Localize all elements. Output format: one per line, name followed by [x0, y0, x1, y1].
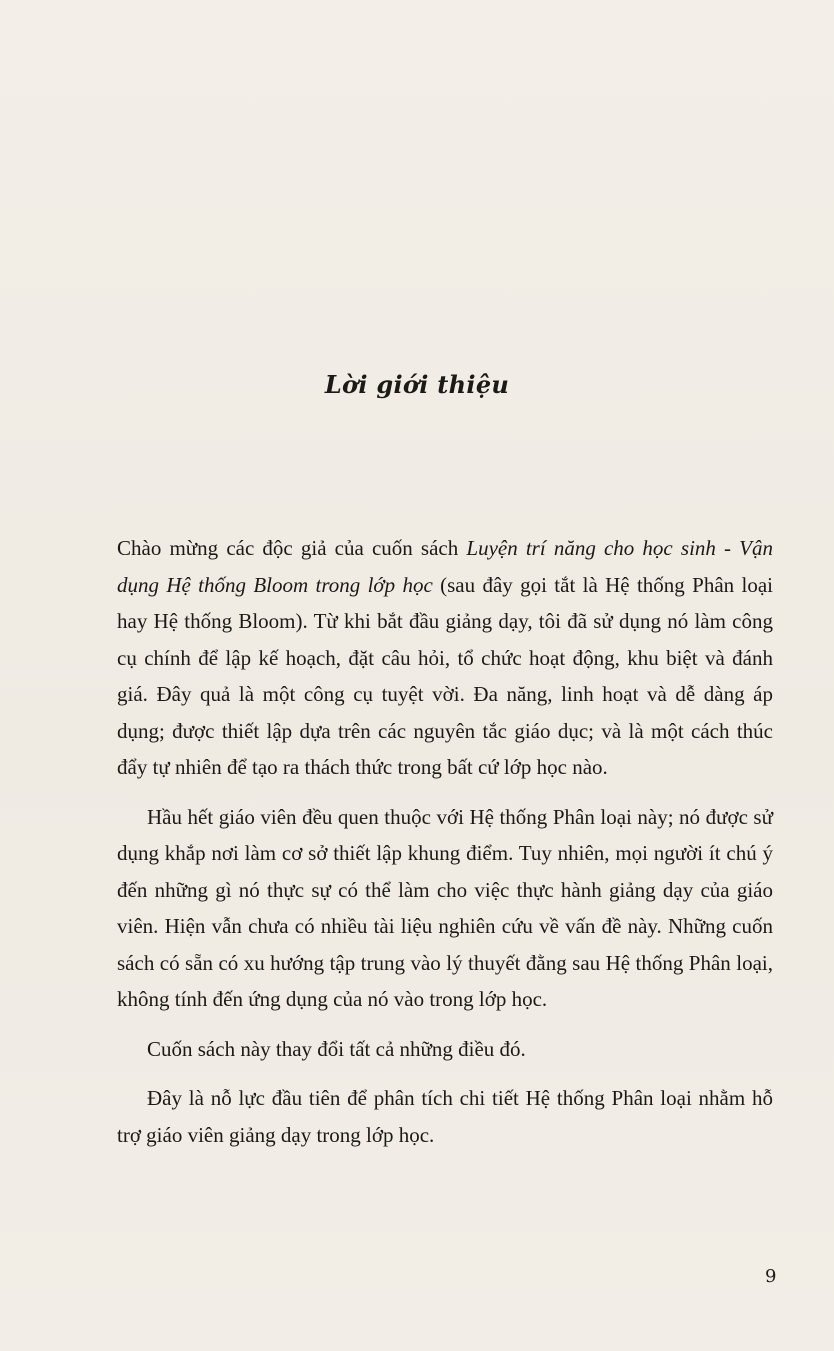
book-title-italic: Luyện trí năng cho học sinh - Vận dụng Hệ thống Bloom trong lớp học — [117, 536, 773, 597]
paragraph-3: Cuốn sách này thay đổi tất cả những điều đó. — [147, 1036, 526, 1061]
paragraph-1-text: Chào mừng các độc giả của cuốn sách — [117, 536, 467, 560]
paragraph-1 — [117, 530, 773, 786]
paragraph-1-text-cont: (sau đây gọi tắt là Hệ thống Phân loại hay Hệ thống Bloom). Từ khi bắt đầu giảng dạy, tôi đã sử dụng nó làm công cụ chính để lập kế hoạch, đặt câu hỏi, tổ chức hoạt động, khu biệt và đánh giá. Đây quả là một công cụ tuyệt vời. Đa năng, linh hoạt và dễ dàng áp dụng; được thiết lập dựa trên các nguyên tắc giáo dục; và là một cách thúc đẩy tự nhiên để tạo ra thách thức trong bất cứ lớp học nào. — [117, 572, 773, 779]
page-number: 9 — [765, 1266, 777, 1287]
chapter-title: Lời giới thiệu — [324, 370, 510, 399]
paragraph-2: Hầu hết giáo viên đều quen thuộc với Hệ thống Phân loại này; nó được sử dụng khắp nơi làm cơ sở thiết lập khung điểm. Tuy nhiên, mọi người ít chú ý đến những gì nó thực sự có thể làm cho việc thực hành giảng dạy của giáo viên. Hiện vẫn chưa có nhiều tài liệu nghiên cứu về vấn đề này. Những cuốn sách có sẵn có xu hướng tập trung vào lý thuyết đằng sau Hệ thống Phân loại, không tính đến ứng dụng của nó vào trong lớp học. — [117, 804, 773, 1011]
paragraph-4: Đây là nỗ lực đầu tiên để phân tích chi tiết Hệ thống Phân loại nhằm hỗ trợ giáo viên giảng dạy trong lớp học. — [117, 1086, 773, 1147]
body-text — [117, 530, 773, 1153]
